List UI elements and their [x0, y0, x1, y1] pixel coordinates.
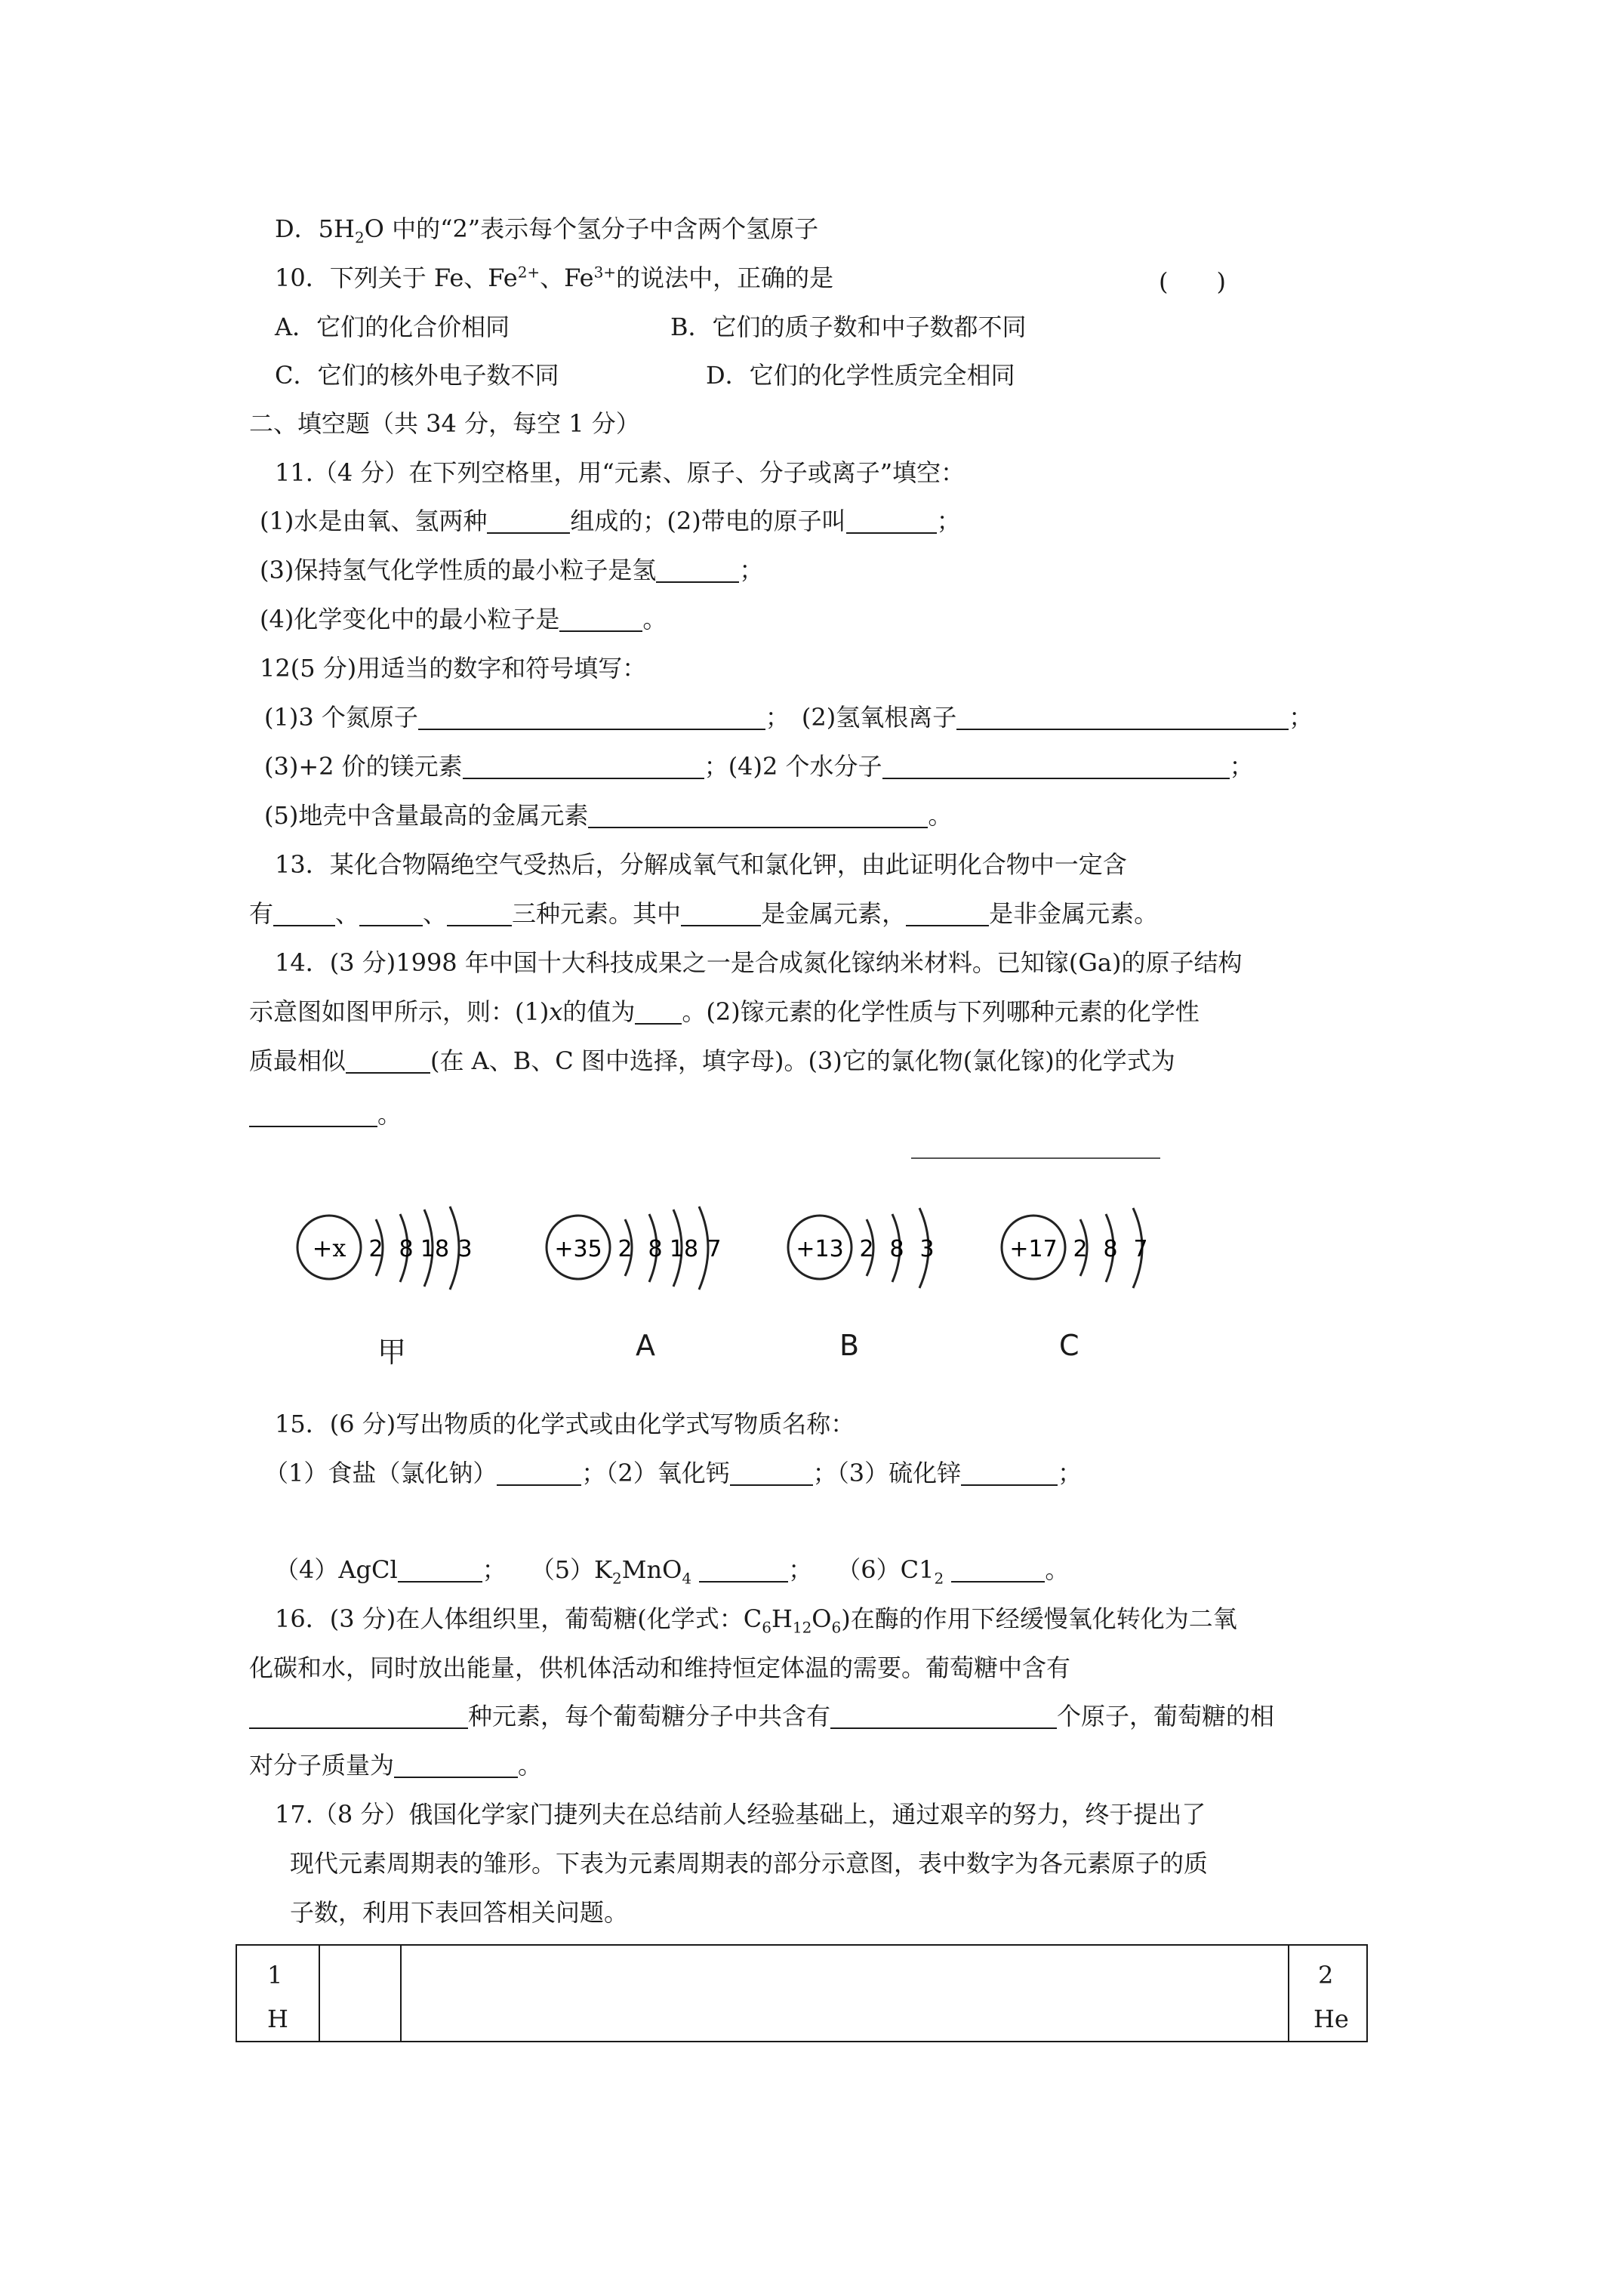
q12-line-3: (5)地壳中含量最高的金属元素 。: [264, 801, 953, 830]
shell-count: 8: [889, 1236, 904, 1262]
section-heading: 二、填空题（共 34 分，每空 1 分）: [249, 409, 640, 438]
shell-count: 8: [1103, 1236, 1118, 1262]
q16-line-2: 化碳和水，同时放出能量，供机体活动和维持恒定体温的需要。葡萄糖中含有: [249, 1653, 1071, 1682]
answer-blank[interactable]: [699, 1557, 788, 1583]
shell-count: 2: [617, 1236, 633, 1262]
shell-count: 18: [420, 1236, 450, 1262]
answer-blank[interactable]: [249, 1703, 468, 1729]
answer-blank[interactable]: [398, 1557, 482, 1583]
atomic-number: 2: [1318, 1961, 1334, 1989]
q11-line-2: (3)保持氢气化学性质的最小粒子是氢 ；: [260, 556, 764, 584]
answer-blank[interactable]: [463, 754, 704, 779]
answer-blank[interactable]: [681, 901, 761, 926]
q15-stem: 15．(6 分)写出物质的化学式或由化学式写物质名称：: [275, 1410, 855, 1438]
atom-diagram-a: [528, 1185, 740, 1329]
q10-stem: 10．下列关于 Fe、$Fe^{2+}$、$Fe^{3+}$的说法中，正确的是: [275, 263, 834, 292]
atom-structure-graphic: [279, 1185, 491, 1329]
q17-line-2: 现代元素周期表的雏形。下表为元素周期表的部分示意图，表中数字为各元素原子的质: [290, 1849, 1209, 1878]
shell-count: 3: [457, 1236, 473, 1262]
periodic-table-fragment: [236, 1944, 1368, 2042]
q14-line-4: 。: [249, 1099, 402, 1130]
q10-option-d: D．它们的化学性质完全相同: [706, 361, 1015, 390]
atom-diagram-gallium: [279, 1185, 491, 1329]
q12-stem: 12(5 分)用适当的数字和符号填写：: [260, 654, 647, 683]
q16-line-4: 对分子质量为 。: [249, 1751, 543, 1780]
element-symbol: H: [267, 2005, 288, 2033]
q17-line-1: 17.（8 分）俄国化学家门捷列夫在总结前人经验基础上，通过艰辛的努力，终于提出了: [275, 1800, 1206, 1829]
q11-line-3: (4)化学变化中的最小粒子是 。: [260, 605, 667, 633]
answer-blank[interactable]: [956, 704, 1289, 730]
answer-blank[interactable]: [346, 1048, 430, 1074]
atom-diagram-c: [985, 1185, 1166, 1329]
shell-count: 8: [648, 1236, 663, 1262]
atom-structure-graphic: [985, 1185, 1166, 1329]
answer-blank[interactable]: [497, 1460, 581, 1486]
q9-option-d: D．$5H_2O$ 中的“2”表示每个氢分子中含两个氢原子: [275, 214, 819, 247]
element-symbol: He: [1313, 2005, 1349, 2033]
nucleus-label: +x: [312, 1234, 346, 1262]
diagram-caption: A: [636, 1329, 655, 1362]
q14-line-3: 质最相似 (在 A、B、C 图中选择，填字母)。(3)它的氯化物(氯化镓)的化学式为: [249, 1046, 1175, 1075]
q14-line-1: 14．(3 分)1998 年中国十大科技成果之一是合成氮化镓纳米材料。已知镓(Ga)的原子结构: [275, 948, 1243, 977]
answer-blank[interactable]: [359, 901, 423, 926]
shell-count: 18: [669, 1236, 699, 1262]
table-cell-empty: [320, 1946, 402, 2041]
q15-row-2: （4）AgCl ； $(5)K_2MnO_4$ ； $(6)C1_2$ 。: [275, 1555, 1070, 1588]
q11-stem: 11.（4 分）在下列空格里，用“元素、原子、分子或离子”填空：: [275, 458, 965, 487]
shell-count: 2: [368, 1236, 383, 1262]
q13-line-1: 13．某化合物隔绝空气受热后，分解成氧气和氯化钾，由此证明化合物中一定含: [275, 850, 1127, 879]
answer-blank[interactable]: [635, 999, 682, 1025]
atom-diagram-b: [771, 1185, 953, 1329]
answer-blank[interactable]: [961, 1460, 1058, 1486]
shell-count: 2: [859, 1236, 874, 1262]
table-cell-hydrogen: [237, 1946, 320, 2041]
answer-blank[interactable]: [273, 901, 335, 926]
nucleus-label: +35: [554, 1236, 602, 1262]
q16-line-3: 种元素，每个葡萄糖分子中共含有 个原子，葡萄糖的相: [249, 1701, 1274, 1731]
answer-blank[interactable]: [487, 508, 570, 534]
q13-line-2: 有 、 、 三种元素。其中 是金属元素， 是非金属元素。: [249, 899, 1159, 928]
shell-count: 2: [1073, 1236, 1088, 1262]
q15-row-1: （1）食盐（氯化钠） ；（2）氧化钙 ；（3）硫化锌 ；: [264, 1459, 1083, 1487]
answer-blank[interactable]: [882, 754, 1230, 779]
diagram-caption: C: [1059, 1329, 1079, 1362]
answer-blank[interactable]: [588, 803, 928, 828]
q12-line-2: (3)+2 价的镁元素 ；(4)2 个水分子 ；: [264, 752, 1254, 781]
q10-option-b: B．它们的质子数和中子数都不同: [670, 313, 1027, 341]
q17-line-3: 子数，利用下表回答相关问题。: [290, 1898, 629, 1927]
nucleus-label: +13: [796, 1236, 844, 1262]
shell-count: 7: [1133, 1236, 1148, 1262]
shell-count: 3: [919, 1236, 935, 1262]
table-cell-helium: [1288, 1946, 1366, 2041]
answer-blank[interactable]: [559, 606, 642, 632]
q10-option-a: A．它们的化合价相同: [275, 313, 510, 341]
answer-blank[interactable]: [447, 901, 512, 926]
answer-blank[interactable]: [249, 1102, 377, 1127]
q10-option-c: C．它们的核外电子数不同: [275, 361, 559, 390]
atomic-number: 1: [267, 1961, 283, 1989]
atom-structure-graphic: [771, 1185, 953, 1329]
diagram-caption: B: [839, 1329, 860, 1362]
q16-line-1: 16．(3 分)在人体组织里，葡萄糖(化学式：$C_6H_{12}O_6$)在酶的作用下经缓慢氧化转化为二氧: [275, 1604, 1237, 1637]
diagram-caption: 甲: [377, 1336, 407, 1369]
stray-line: [911, 1157, 1160, 1159]
q12-line-1: (1)3 个氮原子 ； (2)氢氧根离子 ；: [264, 703, 1313, 732]
answer-blank[interactable]: [656, 557, 739, 583]
answer-blank[interactable]: [418, 704, 765, 730]
answer-blank[interactable]: [846, 508, 937, 534]
atom-structure-graphic: [528, 1185, 740, 1329]
nucleus-label: +17: [1009, 1236, 1058, 1262]
answer-blank[interactable]: [830, 1703, 1057, 1729]
answer-bracket: ( ): [1159, 267, 1226, 296]
shell-count: 7: [707, 1236, 722, 1262]
q11-line-1: (1)水是由氧、氢两种 组成的；(2)带电的原子叫 ；: [260, 507, 961, 535]
answer-blank[interactable]: [906, 901, 989, 926]
answer-blank[interactable]: [951, 1557, 1045, 1583]
answer-blank[interactable]: [730, 1460, 813, 1486]
shell-count: 8: [399, 1236, 414, 1262]
q14-line-2: 示意图如图甲所示，则：(1)x的值为 。(2)镓元素的化学性质与下列哪种元素的化学性: [249, 997, 1200, 1026]
answer-blank[interactable]: [394, 1752, 518, 1778]
